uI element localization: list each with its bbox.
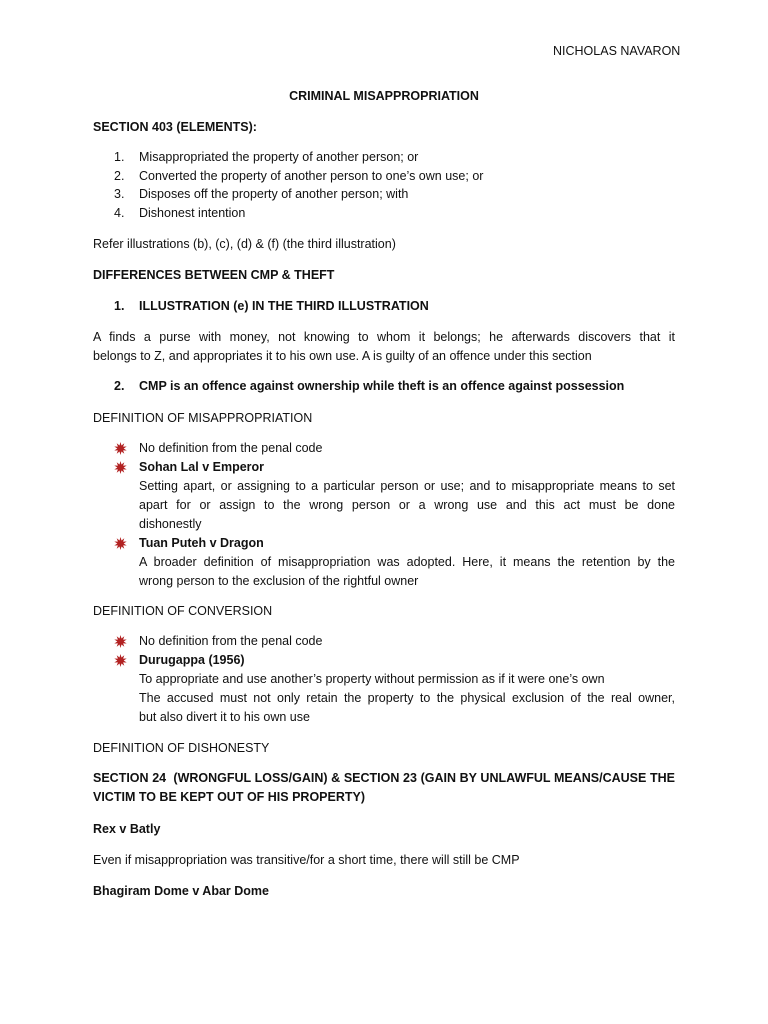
author-name: NICHOLAS NAVARON bbox=[553, 44, 681, 58]
list-number: 2. bbox=[114, 379, 125, 393]
list-item: Converted the property of another person to one’s own use; or bbox=[139, 169, 484, 183]
case-text-line: Even if misappropriation was transitive/for a short time, there will still be CMP bbox=[93, 853, 520, 867]
illustration-paragraph-line: belongs to Z, and appropriates it to his own use. A is guilty of an offence under this section bbox=[93, 349, 592, 363]
page-title: CRIMINAL MISAPPROPRIATION bbox=[289, 89, 479, 103]
list-item: CMP is an offence against ownership while theft is an offence against possession bbox=[139, 379, 625, 393]
case-text-line: The accused must not only retain the property to the physical exclusion of the real owner, bbox=[139, 691, 675, 705]
case-name: Tuan Puteh v Dragon bbox=[139, 536, 264, 550]
misappropriation-heading: DEFINITION OF MISAPPROPRIATION bbox=[93, 411, 313, 425]
conversion-heading: DEFINITION OF CONVERSION bbox=[93, 604, 273, 618]
list-number: 3. bbox=[114, 187, 125, 201]
case-name: Sohan Lal v Emperor bbox=[139, 460, 265, 474]
case-text-line: apart for or assign to the wrong person or a wrong use and this act must be done bbox=[139, 498, 675, 512]
bullet-text: No definition from the penal code bbox=[139, 441, 323, 455]
case-name: Bhagiram Dome v Abar Dome bbox=[93, 884, 269, 898]
dishonesty-heading: DEFINITION OF DISHONESTY bbox=[93, 741, 270, 755]
list-item: ILLUSTRATION (e) IN THE THIRD ILLUSTRATION bbox=[139, 299, 429, 313]
case-text-line: Setting apart, or assigning to a particular person or use; and to misappropriate means to set bbox=[139, 479, 675, 493]
list-number: 1. bbox=[114, 299, 125, 313]
case-text-line: dishonestly bbox=[139, 517, 202, 531]
differences-heading: DIFFERENCES BETWEEN CMP & THEFT bbox=[93, 268, 335, 282]
case-name: Rex v Batly bbox=[93, 822, 161, 836]
refer-illustrations: Refer illustrations (b), (c), (d) & (f) (the third illustration) bbox=[93, 237, 396, 251]
case-text-line: wrong person to the exclusion of the rightful owner bbox=[139, 574, 419, 588]
section-24-23-line: VICTIM TO BE KEPT OUT OF HIS PROPERTY) bbox=[93, 790, 366, 804]
list-number: 2. bbox=[114, 169, 125, 183]
case-name: Durugappa (1956) bbox=[139, 653, 245, 667]
starburst-bullet-icon bbox=[114, 461, 127, 474]
list-number: 4. bbox=[114, 206, 125, 220]
bullet-text: No definition from the penal code bbox=[139, 634, 323, 648]
starburst-bullet-icon bbox=[114, 442, 127, 455]
list-number: 1. bbox=[114, 150, 125, 164]
section-403-heading: SECTION 403 (ELEMENTS): bbox=[93, 120, 257, 134]
case-text-line: but also divert it to his own use bbox=[139, 710, 310, 724]
list-item: Misappropriated the property of another person; or bbox=[139, 150, 419, 164]
illustration-paragraph-line: A finds a purse with money, not knowing to whom it belongs; he afterwards discovers that it bbox=[93, 330, 675, 344]
section-24-23-line: SECTION 24 (WRONGFUL LOSS/GAIN) & SECTION 23 (GAIN BY UNLAWFUL MEANS/CAUSE THE bbox=[93, 771, 675, 785]
case-text-line: To appropriate and use another’s property without permission as if it were one’s own bbox=[139, 672, 605, 686]
list-item: Dishonest intention bbox=[139, 206, 246, 220]
starburst-bullet-icon bbox=[114, 654, 127, 667]
starburst-bullet-icon bbox=[114, 635, 127, 648]
case-text-line: A broader definition of misappropriation was adopted. Here, it means the retention by the bbox=[139, 555, 675, 569]
starburst-bullet-icon bbox=[114, 537, 127, 550]
list-item: Disposes off the property of another person; with bbox=[139, 187, 409, 201]
